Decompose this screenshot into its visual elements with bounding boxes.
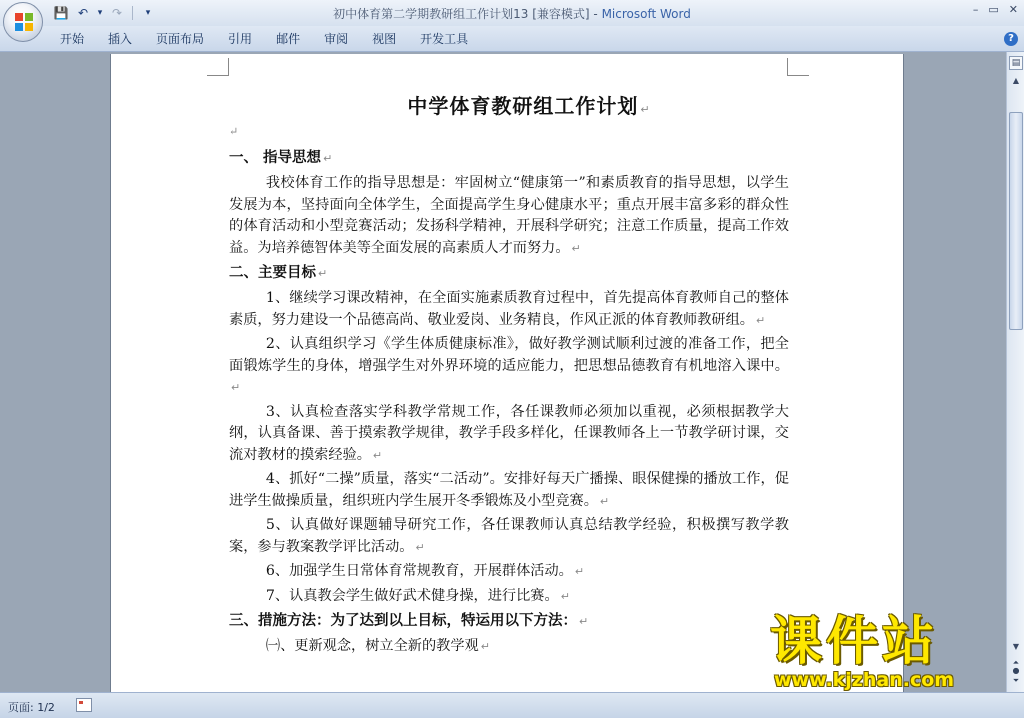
scrollbar-thumb[interactable]: [1009, 112, 1023, 330]
document-name: 初中体育第二学期教研组工作计划13 [兼容模式]: [333, 7, 590, 21]
window-title: [0, 5, 1024, 22]
watermark-url: www.kjzhan.com: [774, 669, 955, 691]
goal-item: [229, 515, 789, 558]
paragraph-text: 6、加强学生日常体育常规教育，开展群体活动。: [265, 563, 573, 579]
paragraph-mark-icon: ↵: [323, 152, 333, 165]
section-heading-2: [229, 262, 789, 285]
goal-item: [229, 469, 789, 512]
minimize-icon[interactable]: –: [972, 3, 979, 16]
document-page[interactable]: [110, 54, 904, 692]
window-controls: [973, 3, 1018, 16]
paragraph-text: ㈠、更新观念，树立全新的教学观: [265, 638, 479, 654]
paragraph-mark-icon: ↵: [599, 494, 610, 508]
ribbon-tab-bar: [0, 26, 1024, 52]
scroll-up-icon[interactable]: ▲: [1012, 76, 1020, 85]
redo-icon[interactable]: ↷: [111, 6, 123, 20]
tab-developer[interactable]: 开发工具: [420, 32, 469, 46]
status-bar: [0, 692, 1024, 718]
previous-page-icon[interactable]: ⏶: [1012, 658, 1020, 667]
document-body[interactable]: [229, 90, 789, 658]
heading-text: 一、 指导思想: [229, 149, 322, 166]
paragraph-mark-icon: ↵: [231, 381, 241, 394]
select-browse-object-icon[interactable]: ●: [1012, 666, 1020, 675]
paragraph-mark-icon: ↵: [229, 125, 239, 138]
heading-text: 三、措施方法：为了达到以上目标，特运用以下方法：: [229, 612, 577, 629]
document-area: [0, 52, 1006, 692]
customize-qat-icon[interactable]: ▾: [97, 8, 103, 18]
paragraph-mark-icon: ↵: [571, 241, 581, 255]
heading-text: 二、主要目标: [229, 264, 316, 281]
office-logo-icon: [14, 12, 34, 32]
paragraph-mark-icon: ↵: [640, 103, 651, 116]
paragraph-mark-icon: ↵: [755, 313, 766, 327]
paragraph-text: 4、抓好“二操”质量，落实“二活动”。安排好每天广播操、眼保健操的播放工作，促进学生做操质量，组织班内学生展开冬季锻炼及小型竞赛。: [229, 471, 789, 509]
margin-corner-top-right: [787, 58, 809, 76]
paragraph-mark-icon: ↵: [480, 640, 490, 653]
paragraph-mark-icon: ↵: [318, 267, 328, 280]
goal-item: [229, 288, 789, 331]
help-icon[interactable]: ?: [1004, 32, 1018, 46]
paragraph-text: 1、继续学习课改精神，在全面实施素质教育过程中，首先提高体育教师自己的整体素质，努力建设一个品德高尚、敬业爱岗、业务精良，作风正派的体育教师教研组。: [229, 290, 789, 328]
page-count[interactable]: 页面: 1/2: [8, 701, 55, 714]
title-bar: [0, 0, 1024, 26]
goal-item: [229, 402, 789, 467]
section-heading-3: [229, 610, 789, 633]
tab-references[interactable]: 引用: [228, 32, 253, 46]
paragraph-mark-icon: ↵: [579, 615, 589, 628]
ribbon-tabs: [48, 30, 480, 48]
paragraph-text: 3、认真检查落实学科教学常规工作，各任课教师必须加以重视，必须根据教学大纲，认真备课、善于摸索教学规律，教学手段多样化，任课教师各上一节教学研讨课，交流对教材的摸索经验。: [229, 403, 789, 463]
watermark-chinese: 课件站: [770, 612, 939, 672]
paragraph-text: 2、认真组织学习《学生体质健康标准》，做好教学测试顺利过渡的准备工作，把全面锻炼学生的身体，增强学生对外界环境的适应能力，把思想品德教育有机地溶入课中。: [229, 336, 789, 374]
close-icon[interactable]: ✕: [1008, 3, 1018, 16]
office-button[interactable]: [3, 2, 43, 42]
document-title: [269, 90, 789, 120]
watermark: [770, 614, 1010, 694]
tab-mailings[interactable]: 邮件: [276, 32, 301, 46]
vertical-scrollbar[interactable]: [1006, 52, 1024, 692]
restore-icon[interactable]: ▭: [988, 3, 999, 16]
proofing-icon[interactable]: [76, 698, 92, 712]
paragraph-guiding-idea: [229, 173, 789, 259]
margin-corner-top-left: [207, 58, 229, 76]
paragraph-text: 7、认真教会学生做好武术健身操，进行比赛。: [265, 587, 559, 604]
goal-item: [229, 561, 789, 583]
customize-toolbar-icon[interactable]: ▾: [145, 8, 151, 18]
tab-home[interactable]: 开始: [60, 32, 85, 46]
method-item: [229, 636, 789, 658]
undo-icon[interactable]: ↶: [77, 6, 89, 20]
tab-page-layout[interactable]: 页面布局: [156, 32, 205, 46]
paragraph-mark-icon: ↵: [372, 448, 383, 462]
section-heading-1: [229, 147, 789, 170]
view-ruler-icon[interactable]: ▤: [1009, 56, 1023, 70]
goal-item: [229, 586, 789, 608]
scroll-down-icon[interactable]: ▼: [1012, 642, 1020, 651]
tab-review[interactable]: 审阅: [324, 32, 349, 46]
empty-paragraph: [229, 120, 789, 144]
save-icon[interactable]: 💾: [53, 6, 69, 20]
paragraph-mark-icon: ↵: [574, 565, 585, 578]
goal-item: [229, 334, 789, 399]
title-separator: -: [589, 7, 602, 21]
tab-insert[interactable]: 插入: [108, 32, 133, 46]
document-title-text: 中学体育教研组工作计划: [407, 94, 639, 118]
paragraph-text: 5、认真做好课题辅导研究工作，各任课教师认真总结教学经验，积极撰写教学教案，参与教案教学评比活动。: [229, 517, 789, 555]
tab-view[interactable]: 视图: [372, 32, 397, 46]
paragraph-mark-icon: ↵: [560, 589, 570, 603]
paragraph-text: 我校体育工作的指导思想是：牢固树立“健康第一”和素质教育的指导思想，以学生发展为本，坚持面向全体学生，全面提高学生身心健康水平；重点开展丰富多彩的群众性的体育活动和小型竞赛活动；发扬科学精神，开展科学研究；注意工作质量，提高工作效益。为培养德智体美等全面发展的高素质人才而努力。: [229, 175, 789, 256]
next-page-icon[interactable]: ⏷: [1012, 676, 1020, 685]
app-name: Microsoft Word: [601, 7, 691, 21]
paragraph-mark-icon: ↵: [415, 540, 425, 554]
